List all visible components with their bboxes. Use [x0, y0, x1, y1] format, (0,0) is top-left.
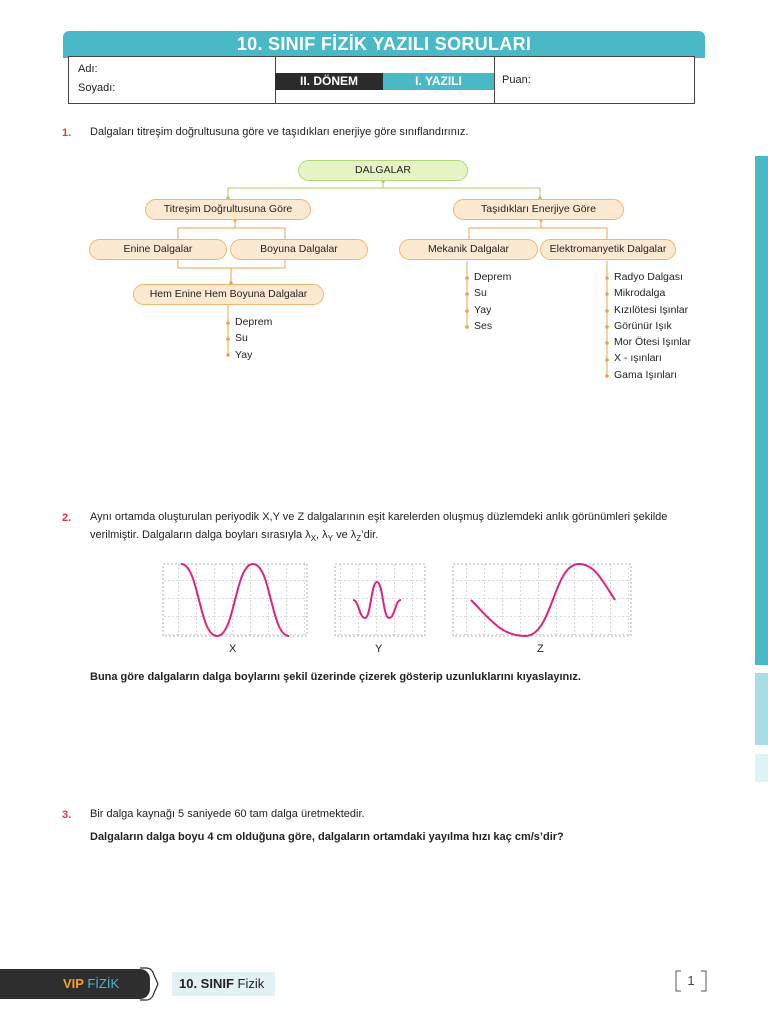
elektro-list: [614, 269, 691, 383]
node-hem-enine-hem-boyuna: Hem Enine Hem Boyuna Dalgalar: [133, 284, 324, 305]
list-item: Su: [235, 332, 248, 345]
list-item: Ses: [474, 319, 493, 332]
side-tab: [755, 673, 768, 745]
wave-x-grid: [163, 564, 307, 636]
wave-z-grid: [453, 564, 631, 636]
list-item: Mor Ötesi Işınlar: [614, 336, 692, 349]
exam-title: 10. SINIF FİZİK YAZILI SORULARI: [63, 31, 705, 58]
question-number: 3.: [62, 809, 72, 821]
wave-label-y: Y: [375, 643, 383, 655]
question-prompt: Buna göre dalgaların dalga boylarını şekil üzerinde çizerek gösterip uzunluklarını kıyaslayınız.: [90, 671, 581, 683]
question-text: [90, 508, 750, 548]
brand-name: VIP FİZİK: [63, 976, 120, 991]
list-item: Su: [474, 287, 487, 300]
node-mekanik: Mekanik Dalgalar: [399, 239, 538, 260]
node-enine: Enine Dalgalar: [89, 239, 227, 260]
question-text: Bir dalga kaynağı 5 saniyede 60 tam dalga üretmektedir.: [90, 808, 365, 820]
wave-figures: [160, 562, 634, 642]
question-prompt: Dalgaların dalga boyu 4 cm olduğuna göre, dalgaların ortamdaki yayılma hızı kaç cm/s’dir?: [90, 831, 564, 843]
node-tasidiklari: Taşıdıkları Enerjiye Göre: [453, 199, 624, 220]
wave-label-z: Z: [537, 643, 544, 655]
question-line: verilmiştir. Dalgaların dalga boyları sırasıyla $\lambda_X$, $\lambda_Y$ ve $\lambda_Z’dir$.: [90, 529, 379, 544]
node-boyuna: Boyuna Dalgalar: [230, 239, 368, 260]
question-line: Aynı ortamda oluşturulan periyodik X,Y ve Z dalgalarının eşit karelerden oluşmuş düzlemdeki anlık görünümleri şekilde: [90, 511, 668, 523]
score-label: Puan:: [502, 74, 531, 86]
hem-list: [235, 314, 272, 363]
list-item: Mikrodalga: [614, 287, 666, 300]
list-item: Görünür Işık: [614, 319, 672, 332]
node-titresim: Titreşim Doğrultusuna Göre: [145, 199, 311, 220]
question-number: 2.: [62, 512, 72, 524]
surname-label: Soyadı:: [78, 82, 116, 94]
side-tab: [755, 754, 768, 782]
wave-y-grid: [335, 564, 425, 636]
list-item: X - ışınları: [614, 352, 662, 365]
brand-logo-outline: [140, 967, 160, 1001]
wave-label-x: X: [229, 643, 237, 655]
list-item: Radyo Dalgası: [614, 271, 683, 283]
side-tab: [755, 156, 768, 665]
list-item: Deprem: [474, 271, 512, 283]
list-item: Kızılötesi Işınlar: [614, 303, 689, 316]
question-number: 1.: [62, 127, 72, 139]
exam-badge: I. YAZILI: [383, 73, 494, 90]
list-item: Gama Işınları: [614, 368, 678, 381]
term-badge: II. DÖNEM: [275, 73, 383, 90]
mekanik-list: [474, 269, 511, 334]
list-item: Yay: [474, 303, 492, 316]
node-dalgalar: DALGALAR: [298, 160, 468, 181]
name-label: Adı:: [78, 63, 98, 75]
grade-label: 10. SINIF Fizik: [179, 976, 265, 991]
list-item: Deprem: [235, 316, 273, 328]
question-text: Dalgaları titreşim doğrultusuna göre ve taşıdıkları enerjiye göre sınıflandırınız.: [90, 126, 469, 138]
node-elektromanyetik: Elektromanyetik Dalgalar: [540, 239, 676, 260]
list-item: Yay: [235, 348, 253, 361]
page-number: 1: [687, 973, 695, 988]
